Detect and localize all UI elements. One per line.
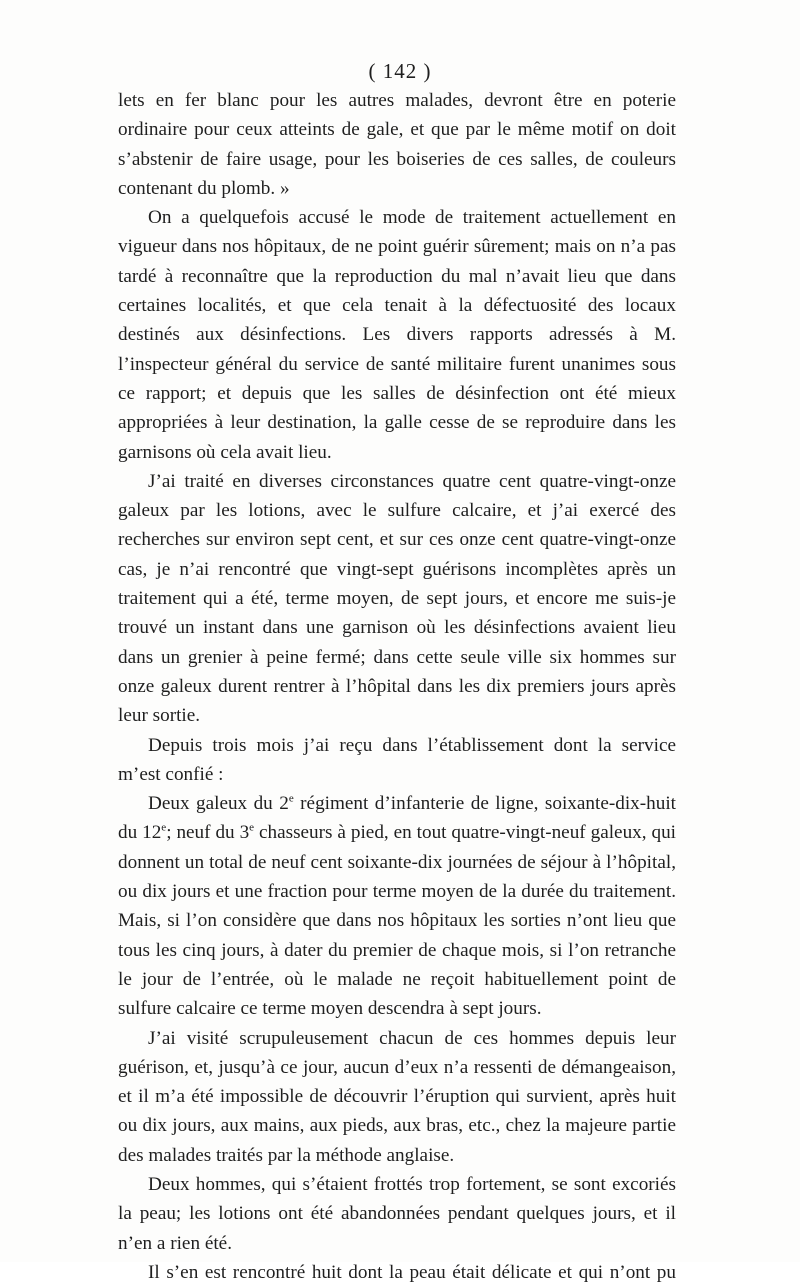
paragraph: lets en fer blanc pour les autres malades, devront être en poterie ordinaire pour ceux atteints de gale, et que par le même motif on doit s’abstenir de faire usage, pour les boiseries de ces salles, de couleurs contenant du plomb. » — [118, 90, 676, 199]
page-number: ( 142 ) — [368, 59, 432, 83]
paragraph: J’ai visité scrupuleusement chacun de ces hommes depuis leur guérison, et, jusqu’à ce jour, aucun d’eux n’a ressenti de démangeaison, et il m’a été impossible de découvrir l’éruption qui survient, après huit ou dix jours, aux mains, aux pieds, aux bras, etc., chez la majeure partie des malades traités par la méthode anglaise. — [118, 1027, 676, 1166]
paragraph: On a quelquefois accusé le mode de traitement actuellement en vigueur dans nos hôpitaux, de ne point guérir sûrement; mais on n’a pas tardé à reconnaître que la reproduction du mal n’avait lieu que dans certaines localités, et que cela tenait à la défectuosité des locaux destinés aux désinfections. Les divers rapports adressés à M. l’inspecteur général du service de santé militaire furent unanimes sous ce rapport; et depuis que les salles de désinfection ont été mieux appropriées à leur destination, la galle cesse de se reproduire dans les garnisons où cela avait lieu. — [118, 207, 676, 463]
paragraph: Depuis trois mois j’ai reçu dans l’établissement dont la service m’est confié : — [118, 734, 676, 785]
paragraph: Deux galeux du 2e régiment d’infanterie de ligne, soixante-dix-huit du 12e; neuf du 3e chasseurs à pied, en tout quatre-vingt-neuf galeux, qui donnent un total de neuf cent soixante-dix journées de séjour à l’hôpital, ou dix jours et une fraction pour terme moyen de la durée du traitement. Mais, si l’on considère que dans nos hôpitaux les sorties n’ont lieu que tous les cinq jours, à dater du premier de chaque mois, si l’on retranche le jour de l’entrée, où le malade ne reçoit habituellement point de sulfure calcaire ce terme moyen descendra à sept jours. — [118, 792, 676, 1020]
paragraph: Il s’en est rencontré huit dont la peau était délicate et qui n’ont pu — [148, 1261, 676, 1283]
body-text — [118, 86, 676, 1287]
paragraph: J’ai traité en diverses circonstances quatre cent quatre-vingt-onze galeux par les lotions, avec le sulfure calcaire, et j’ai exercé des recherches sur environ sept cent, et sur ces onze cent quatre-vingt-onze cas, je n’ai rencontré que vingt-sept guérisons incomplètes après un traitement qui a été, terme moyen, de sept jours, et encore me suis-je trouvé un instant dans une garnison où les désinfections avaient lieu dans un grenier à peine fermé; dans cette seule ville six hommes sur onze galeux durent rentrer à l’hôpital dans les dix premiers jours après leur sortie. — [118, 470, 676, 727]
paragraph: Deux hommes, qui s’étaient frottés trop fortement, se sont excoriés la peau; les lotions ont été abandonnées pendant quelques jours, et il n’en a rien été. — [118, 1173, 676, 1254]
